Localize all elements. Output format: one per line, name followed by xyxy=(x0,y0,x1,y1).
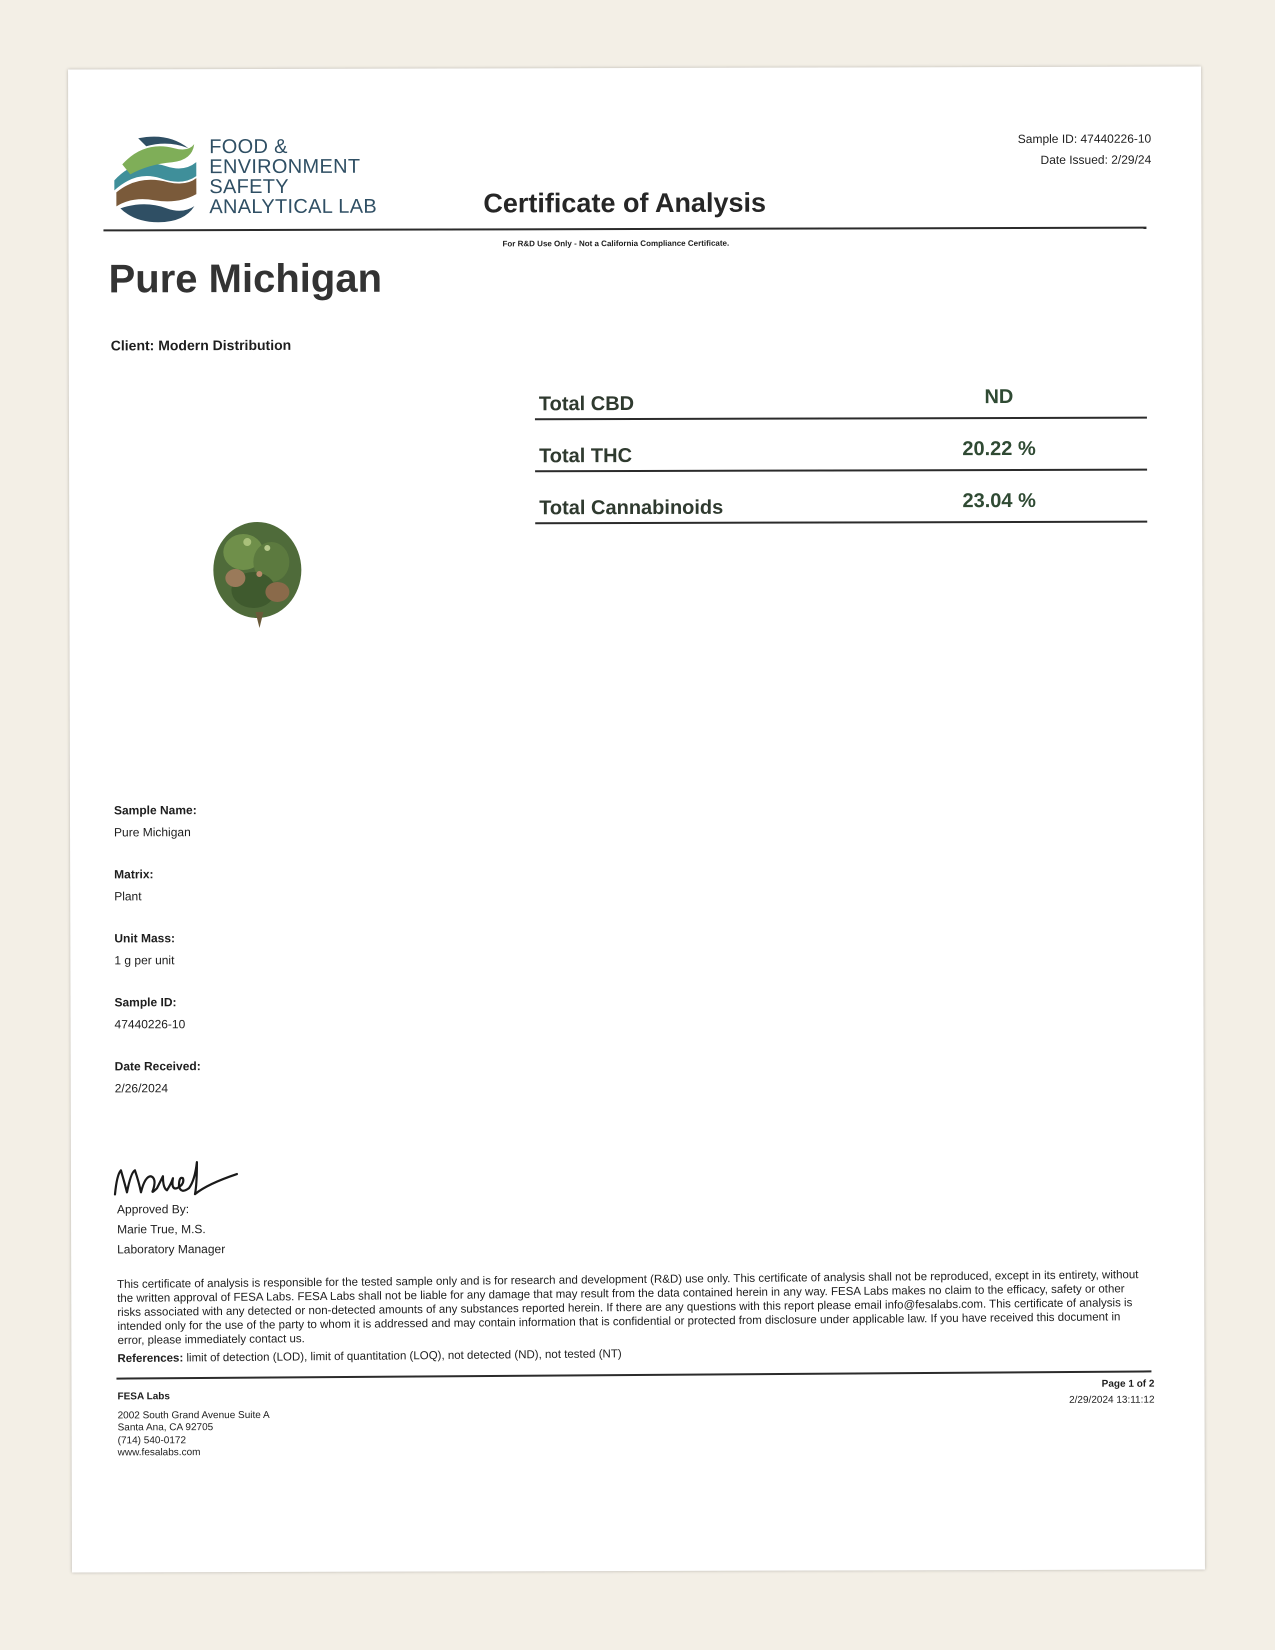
header-date-issued: Date Issued: 2/29/24 xyxy=(1040,152,1152,167)
footer-divider xyxy=(116,1370,1151,1379)
approved-by-label: Approved By: xyxy=(117,1202,190,1217)
footer-address-line: Santa Ana, CA 92705 xyxy=(117,1422,214,1434)
lab-name-line: ENVIRONMENT xyxy=(209,155,361,179)
references xyxy=(117,1348,621,1365)
approval-block xyxy=(117,1199,225,1259)
lab-name-line: SAFETY xyxy=(209,175,289,199)
info-value: 47440226-10 xyxy=(114,1017,186,1032)
summary-value: ND xyxy=(984,386,1014,409)
header-meta xyxy=(1018,129,1152,171)
signature xyxy=(111,1154,241,1200)
footer-website: www.fesalabs.com xyxy=(117,1447,201,1459)
info-label: Date Received: xyxy=(114,1059,201,1074)
info-value: 1 g per unit xyxy=(114,953,175,968)
page-info xyxy=(1069,1377,1155,1409)
approver-role: Laboratory Manager xyxy=(117,1242,226,1257)
summary-row-total-thc xyxy=(535,419,1147,473)
summary-label: Total Cannabinoids xyxy=(539,496,724,520)
certificate-page xyxy=(68,67,1205,1573)
info-label: Unit Mass: xyxy=(114,931,176,946)
info-label: Sample ID: xyxy=(114,995,177,1010)
strain-name: Pure Michigan xyxy=(108,256,383,302)
page-number: Page 1 of 2 xyxy=(1101,1378,1155,1390)
sample-info xyxy=(114,803,201,1123)
report-timestamp: 2/29/2024 13:11:12 xyxy=(1069,1394,1155,1406)
summary-value: 20.22 % xyxy=(962,437,1036,461)
info-value: Pure Michigan xyxy=(114,825,191,840)
sample-photo xyxy=(207,512,307,632)
summary-row-total-cannabinoids xyxy=(535,471,1147,525)
approver-name: Marie True, M.S. xyxy=(117,1222,206,1237)
info-value: Plant xyxy=(114,889,142,904)
footer-address-line: 2002 South Grand Avenue Suite A xyxy=(117,1409,270,1421)
footer-phone: (714) 540-0172 xyxy=(117,1434,187,1446)
summary-row-total-cbd xyxy=(535,367,1147,421)
lab-name-line: FOOD & xyxy=(209,135,288,159)
lab-name-line: ANALYTICAL LAB xyxy=(209,195,378,219)
info-label: Sample Name: xyxy=(113,803,197,818)
lab-name xyxy=(209,137,377,217)
summary-label: Total THC xyxy=(539,445,633,468)
cannabinoid-summary xyxy=(535,367,1147,525)
client-name: Client: Modern Distribution xyxy=(110,336,292,354)
info-label: Matrix: xyxy=(114,867,154,882)
summary-label: Total CBD xyxy=(538,393,635,416)
compliance-note: For R&D Use Only - Not a California Compliance Certificate. xyxy=(502,238,730,249)
footer-lab-name: FESA Labs xyxy=(117,1391,170,1403)
page-title: Certificate of Analysis xyxy=(483,187,767,219)
summary-value: 23.04 % xyxy=(962,489,1036,513)
header-divider xyxy=(103,227,1146,232)
lab-logo-icon xyxy=(108,134,200,226)
references-text: limit of detection (LOD), limit of quantitation (LOQ), not detected (ND), not tested (NT) xyxy=(186,1348,622,1365)
references-label: References: xyxy=(117,1352,184,1366)
disclaimer-text: This certificate of analysis is responsible for the tested sample only and is for research and development (R&D) use only. This certificate of analysis shall not be reproduced, except in its entirety, without the written approval of FESA Labs. FESA Labs shall not be liable for any damage that may result from the data contained herein in any way. FESA Labs makes no claim to the efficacy, safety or other risks associated with any detected or non-detected amounts of any substances reported herein. If there are any questions with this report please email info@fesalabs.com. This certificate of analysis is intended only for the use of the party to whom it is addressed and may contain information that is confidential or protected from disclosure under applicable law. If you have received this document in error, please immediately contact us. xyxy=(116,1269,1139,1347)
lab-address xyxy=(117,1391,269,1460)
info-value: 2/26/2024 xyxy=(114,1081,169,1096)
header-sample-id: Sample ID: 47440226-10 xyxy=(1017,131,1152,146)
